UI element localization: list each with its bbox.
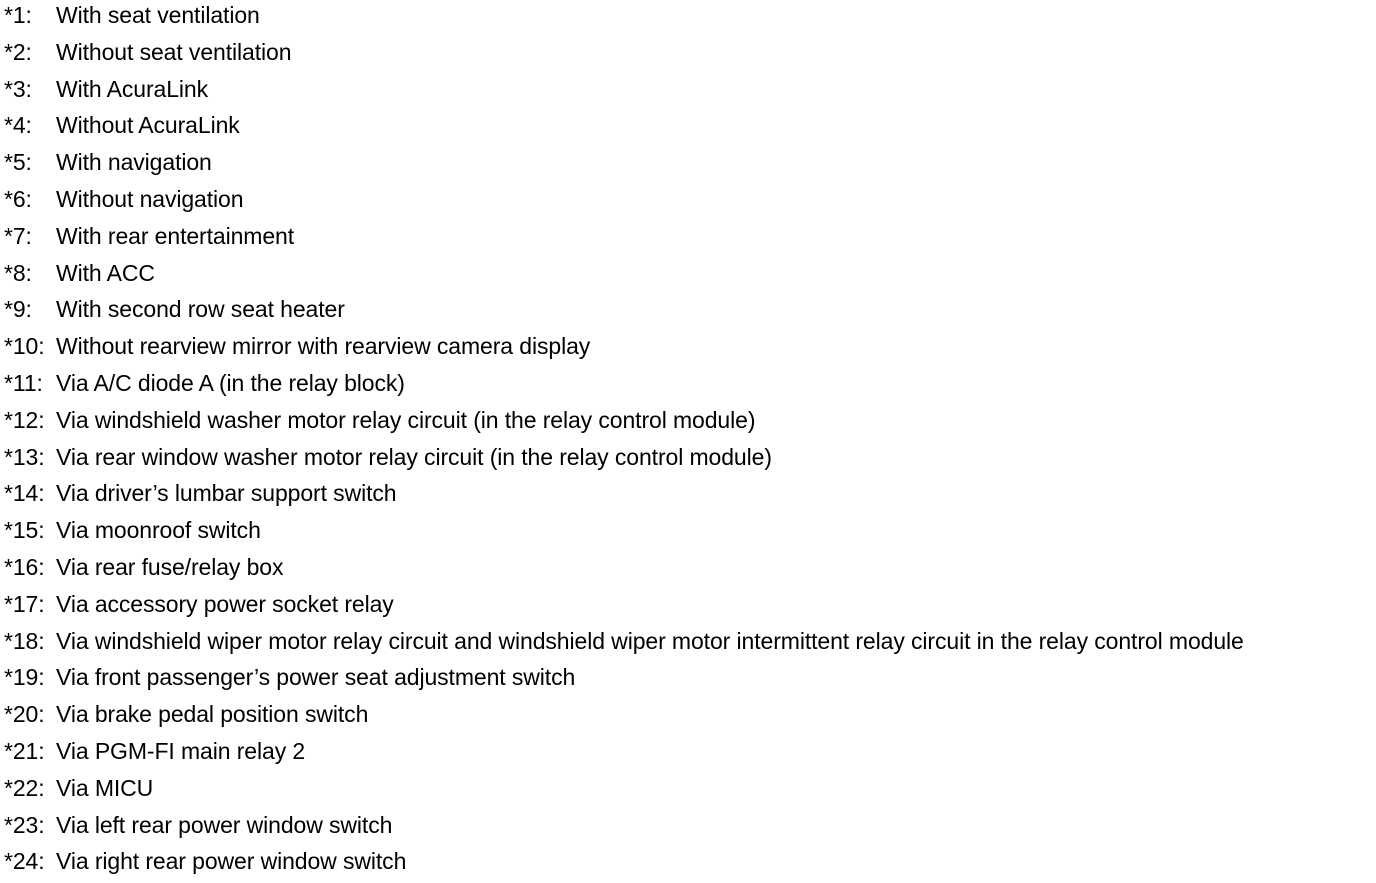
footnote-item [4, 626, 1374, 663]
footnote-key: *4: [4, 112, 32, 139]
footnote-key: *16: [4, 553, 45, 580]
footnote-text: Without rearview mirror with rearview camera display [56, 333, 591, 360]
footnote-key: *19: [4, 664, 45, 691]
footnote-text: Via windshield washer motor relay circuit (in the relay control module) [56, 406, 756, 433]
footnote-text: Without seat ventilation [56, 38, 292, 65]
footnote-key: *14: [4, 480, 45, 507]
footnote-item [4, 846, 1374, 883]
footnote-text: Via left rear power window switch [56, 811, 393, 838]
footnote-item [4, 0, 1374, 37]
footnote-key: *23: [4, 811, 45, 838]
footnote-item [4, 184, 1374, 221]
footnote-item [4, 258, 1374, 295]
footnote-key: *7: [4, 222, 32, 249]
footnote-text: With seat ventilation [56, 2, 260, 28]
footnote-text: Via rear window washer motor relay circuit (in the relay control module) [56, 443, 772, 470]
footnote-item [4, 552, 1374, 589]
footnote-item [4, 368, 1374, 405]
footnote-key: *24: [4, 848, 45, 875]
footnote-item [4, 773, 1374, 810]
footnote-item [4, 331, 1374, 368]
footnote-text: Via PGM-FI main relay 2 [56, 737, 306, 764]
footnote-item [4, 699, 1374, 736]
footnote-key: *5: [4, 149, 32, 176]
footnote-text: Via right rear power window switch [56, 848, 407, 875]
footnote-key: *18: [4, 627, 45, 654]
footnote-text: With navigation [56, 149, 212, 176]
footnote-key: *21: [4, 737, 45, 764]
footnote-text: Via MICU [56, 774, 154, 801]
footnote-item [4, 405, 1374, 442]
footnote-item [4, 478, 1374, 515]
footnote-item [4, 736, 1374, 773]
footnote-text: Via accessory power socket relay [56, 590, 394, 617]
footnote-key: *11: [4, 369, 43, 396]
footnote-text: Via windshield wiper motor relay circuit and windshield wiper motor intermittent relay circuit in the relay control module [56, 627, 1244, 654]
footnote-text: Via moonroof switch [56, 517, 261, 544]
footnote-key: *2: [4, 38, 32, 65]
footnote-key: *3: [4, 75, 32, 102]
footnote-text: Via driver’s lumbar support switch [56, 480, 397, 507]
footnote-item [4, 810, 1374, 847]
footnote-key: *13: [4, 443, 45, 470]
footnote-list [4, 0, 1374, 883]
footnote-text: Via rear fuse/relay box [56, 553, 284, 580]
footnote-key: *15: [4, 517, 45, 544]
footnote-key: *17: [4, 590, 45, 617]
footnote-text: With rear entertainment [56, 222, 295, 249]
footnote-text: Via front passenger’s power seat adjustment switch [56, 664, 576, 691]
footnote-text: With second row seat heater [56, 296, 345, 323]
footnote-item [4, 74, 1374, 111]
footnote-text: Without navigation [56, 185, 244, 212]
footnote-item [4, 37, 1374, 74]
footnote-key: *10: [4, 333, 45, 360]
footnote-item [4, 221, 1374, 258]
footnote-text: Via brake pedal position switch [56, 701, 369, 728]
footnote-text: Without AcuraLink [56, 112, 240, 139]
footnote-item [4, 294, 1374, 331]
footnote-key: *6: [4, 185, 32, 212]
footnote-key: *20: [4, 701, 45, 728]
footnote-key: *9: [4, 296, 32, 323]
footnote-item [4, 662, 1374, 699]
footnote-key: *1: [4, 2, 32, 28]
footnote-key: *12: [4, 406, 45, 433]
footnote-text: Via A/C diode A (in the relay block) [56, 369, 405, 396]
footnote-item [4, 515, 1374, 552]
footnote-key: *8: [4, 259, 32, 286]
footnote-item [4, 147, 1374, 184]
footnote-text: With ACC [56, 259, 155, 286]
footnote-text: With AcuraLink [56, 75, 208, 102]
footnote-item [4, 442, 1374, 479]
footnote-key: *22: [4, 774, 45, 801]
footnote-item [4, 589, 1374, 626]
footnote-item [4, 110, 1374, 147]
